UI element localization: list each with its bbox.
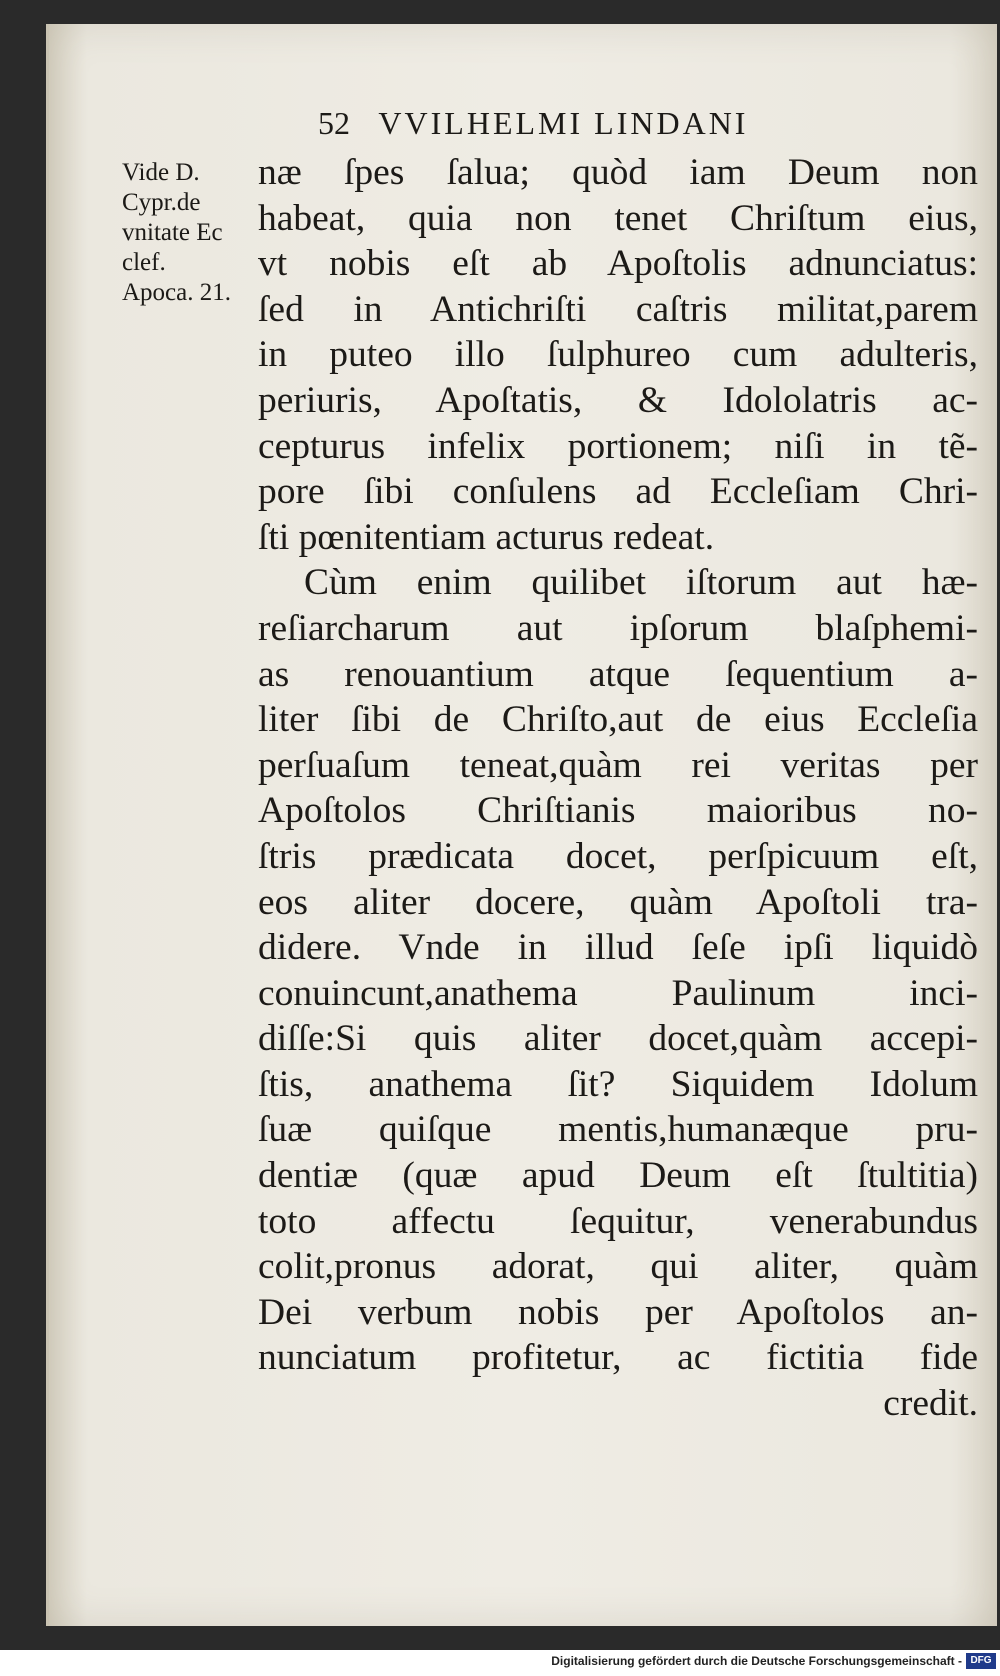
margin-note: Vide D.: [122, 159, 200, 186]
page-number: 52: [318, 105, 350, 141]
text-line: periuris, Apoſtatis, & Idololatris ac-: [258, 379, 978, 421]
margin-note: vnitate Ec: [122, 219, 223, 246]
text-line: toto affectu ſequitur, venerabundus: [258, 1200, 978, 1242]
running-title: VVILHELMI LINDANI: [378, 105, 749, 141]
text-line: Apoſtolos Chriſtianis maioribus no-: [258, 790, 978, 832]
text-line: cepturus infelix portionem; niſi in tẽ-: [258, 425, 978, 467]
text-line: colit,pronus adorat, qui aliter, quàm: [258, 1246, 978, 1288]
margin-note: Apoca. 21.: [122, 279, 231, 306]
text-line: reſiarcharum aut ipſorum blaſphemi-: [258, 607, 978, 649]
text-line: næ ſpes ſalua; quòd iam Deum non: [258, 152, 978, 193]
text-line: in puteo illo ſulphureo cum adulteris,: [258, 334, 978, 376]
text-line: perſuaſum teneat,quàm rei veritas per: [258, 744, 978, 786]
text-line: as renouantium atque ſequentium a-: [258, 653, 978, 695]
text-line: Dei verbum nobis per Apoſtolos an-: [258, 1291, 978, 1333]
text-line: ſtis, anathema ſit? Siquidem Idolum: [258, 1063, 978, 1105]
text-line: ſed in Antichriſti caſtris militat,parem: [258, 288, 978, 330]
text-line: vt nobis eſt ab Apoſtolis adnunciatus:: [258, 243, 978, 285]
text-line: ſti pœnitentiam acturus redeat.: [258, 516, 715, 558]
running-head: [318, 105, 748, 142]
text-line: nunciatum profitetur, ac fictitia fide: [258, 1337, 978, 1379]
text-line: Cùm enim quilibet iſtorum aut hæ-: [304, 562, 978, 604]
text-line: liter ſibi de Chriſto,aut de eius Eccleſia: [258, 699, 978, 741]
margin-note: Cypr.de: [122, 189, 201, 216]
margin-note: clef.: [122, 249, 166, 276]
text-line: dentiæ (quæ apud Deum eſt ſtultitia): [258, 1155, 978, 1197]
text-line: credit.: [883, 1383, 978, 1425]
text-line: eos aliter docere, quàm Apoſtoli tra-: [258, 881, 978, 923]
dfg-logo: DFG: [966, 1653, 996, 1669]
text-line: pore ſibi conſulens ad Eccleſiam Chri-: [258, 471, 978, 513]
text-line: habeat, quia non tenet Chriſtum eius,: [258, 197, 978, 239]
text-line: diſſe:Si quis aliter docet,quàm accepi-: [258, 1018, 978, 1060]
body-text: [258, 150, 978, 1427]
text-line: ſuæ quiſque mentis,humanæque pru-: [258, 1109, 978, 1151]
text-line: conuincunt,anathema Paulinum inci-: [258, 972, 978, 1014]
text-line: didere. Vnde in illud ſeſe ipſi liquidò: [258, 927, 978, 969]
funding-credit: Digitalisierung gefördert durch die Deutsche Forschungsgemeinschaft -: [551, 1654, 962, 1668]
text-line: ſtris prædicata docet, perſpicuum eſt,: [258, 835, 978, 877]
marginal-notes: [122, 158, 270, 308]
